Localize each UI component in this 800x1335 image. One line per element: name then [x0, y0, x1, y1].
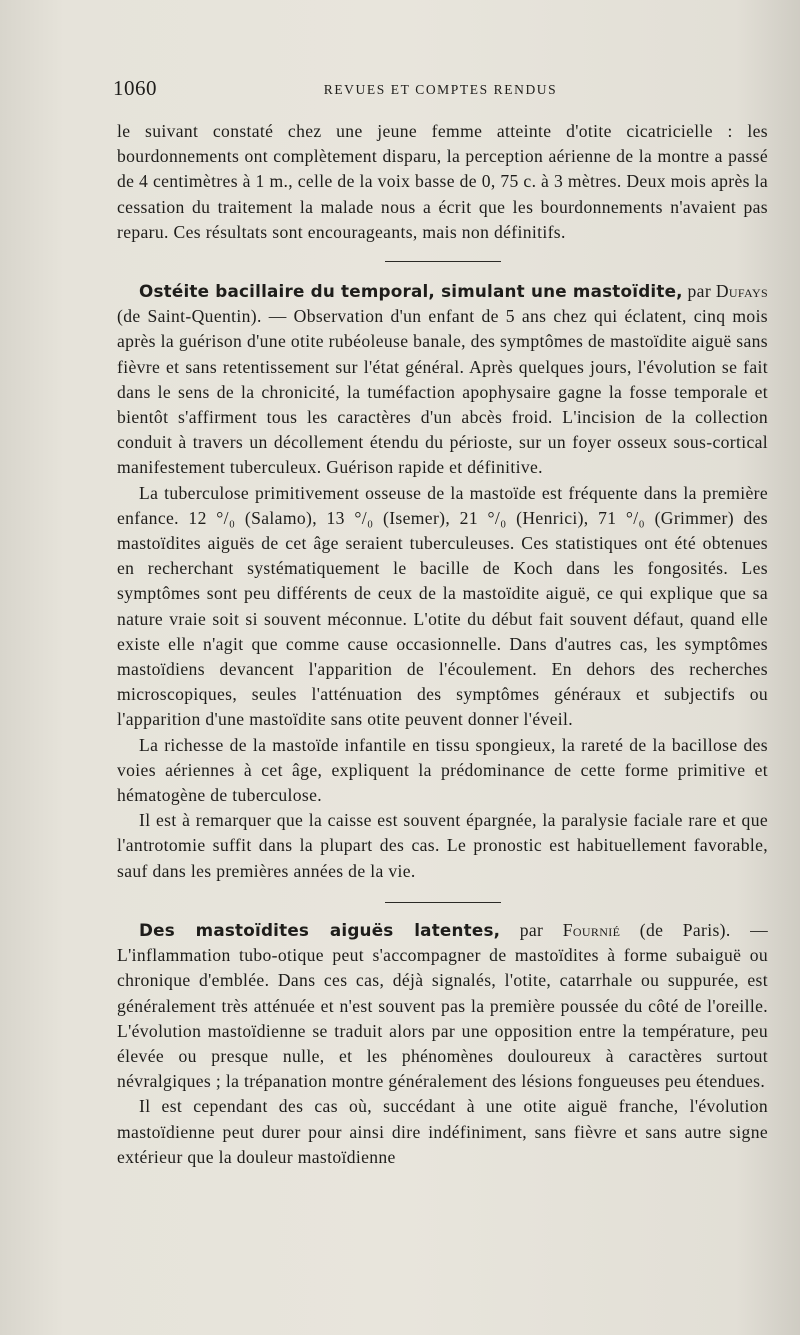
article-1-title: Ostéite bacillaire du temporal, simulant une mastoïdite, — [139, 281, 683, 302]
article-1-paragraph-3: La richesse de la mastoïde infantile en tissu spongieux, la rareté de la bacillose des voies aériennes à cet âge, expliquent la prédominance de cette forme primitive et hématogène de tuberculose. — [117, 734, 768, 806]
article-1-lead-paragraph — [117, 279, 768, 481]
page-body — [117, 119, 768, 1170]
article-1-par: par — [687, 281, 712, 302]
article-1-paragraph-2: La tuberculose primitivement osseuse de la mastoïde est fréquente dans la première enfance. 12 °/₀ (Salamo), 13 °/₀ (Isemer), 21 °/₀ (Henrici), 71 °/₀ (Grimmer) des mastoïdites aiguës de cet âge seraient tuberculeuses. Ces statistiques ont été obtenues en recherchant systématiquement le bacille de Koch dans les fongosités. Les symptômes sont peu différents de ceux de la mastoïdite aiguë, ce qui explique que sa nature vraie soit si souvent méconnue. L'otite du début fait souvent défaut, quand elle existe elle n'agit que comme cause occasionnelle. Dans d'autres cas, les symptômes mastoïdiens devancent l'apparition de l'écoulement. En dehors des recherches microscopiques, seules l'atténuation des symptômes généraux et subjectifs ou l'apparition d'une mastoïdite sans otite peuvent donner l'éveil. — [117, 482, 768, 730]
article-2-par: par — [519, 919, 544, 940]
article-1-affiliation: (de Saint-Quentin). — — [117, 306, 287, 327]
running-title: REVUES ET COMPTES RENDUS — [323, 82, 558, 97]
article-1-paragraph-1: Observation d'un enfant de 5 ans chez qui éclatent, cinq mois après la guérison d'une otite rubéoleuse banale, des symptômes de mastoïdite aiguë sans fièvre et sans retentissement sur l'état général. Après quelques jours, l'évolution se fait dans le sens de la chronicité, la tuméfaction apophysaire gagne la fosse temporale et bientôt s'affirment tous les caractères d'un abcès froid. L'incision de la collection conduit à travers un décollement étendu du périoste, sur un foyer osseux sous-cortical manifestement tuberculeux. Guérison rapide et définitive. — [117, 306, 769, 478]
article-2-paragraph-1: L'inflammation tubo-otique peut s'accompagner de mastoïdites à forme subaiguë ou chronique d'emblée. Dans ces cas, déjà signalés, l'otite, catarrhale ou suppurée, est généralement très atténuée et n'est souvent pas la première poussée du côté de l'oreille. L'évolution mastoïdienne se traduit alors par une opposition entre la température, peu élevée ou presque nulle, et les phénomènes douloureux à caractères surtout névralgiques ; la trépanation montre généralement des lésions fongueuses peu étendues. — [117, 945, 768, 1092]
article-1-paragraph-4: Il est à remarquer que la caisse est souvent épargnée, la paralysie faciale rare et que l'antrotomie suffit dans la plupart des cas. Le pronostic est habituellement favorable, sauf dans les premières années de la vie. — [117, 810, 768, 881]
article-2-lead-paragraph — [117, 918, 768, 1094]
article-2-paragraph-2: Il est cependant des cas où, succédant à une otite aiguë franche, l'évolution mastoïdienne peut durer pour ainsi dire indéfiniment, sans fièvre et sans autre signe extérieur que la douleur mastoïdienne — [117, 1096, 768, 1167]
intro-paragraph: le suivant constaté chez une jeune femme atteinte d'otite cicatricielle : les bourdonnements ont complètement disparu, la perception aérienne de la montre a passé de 4 centimètres à 1 m., celle de la voix basse de 0, 75 c. à 3 mètres. Deux mois après la cessation du traitement la malade nous a écrit que les bourdonnements n'avaient pas reparu. Ces résultats sont encourageants, mais non définitifs. — [117, 121, 768, 242]
article-2-title: Des mastoïdites aiguës latentes, — [139, 919, 501, 940]
article-1-author: Dufays — [715, 281, 768, 302]
page-header — [113, 76, 768, 104]
page-number: 1060 — [113, 76, 157, 100]
article-2-author: Fournié — [562, 919, 621, 940]
section-divider — [385, 902, 501, 903]
section-divider — [385, 261, 501, 262]
article-2-affiliation: (de Paris). — — [639, 919, 769, 940]
